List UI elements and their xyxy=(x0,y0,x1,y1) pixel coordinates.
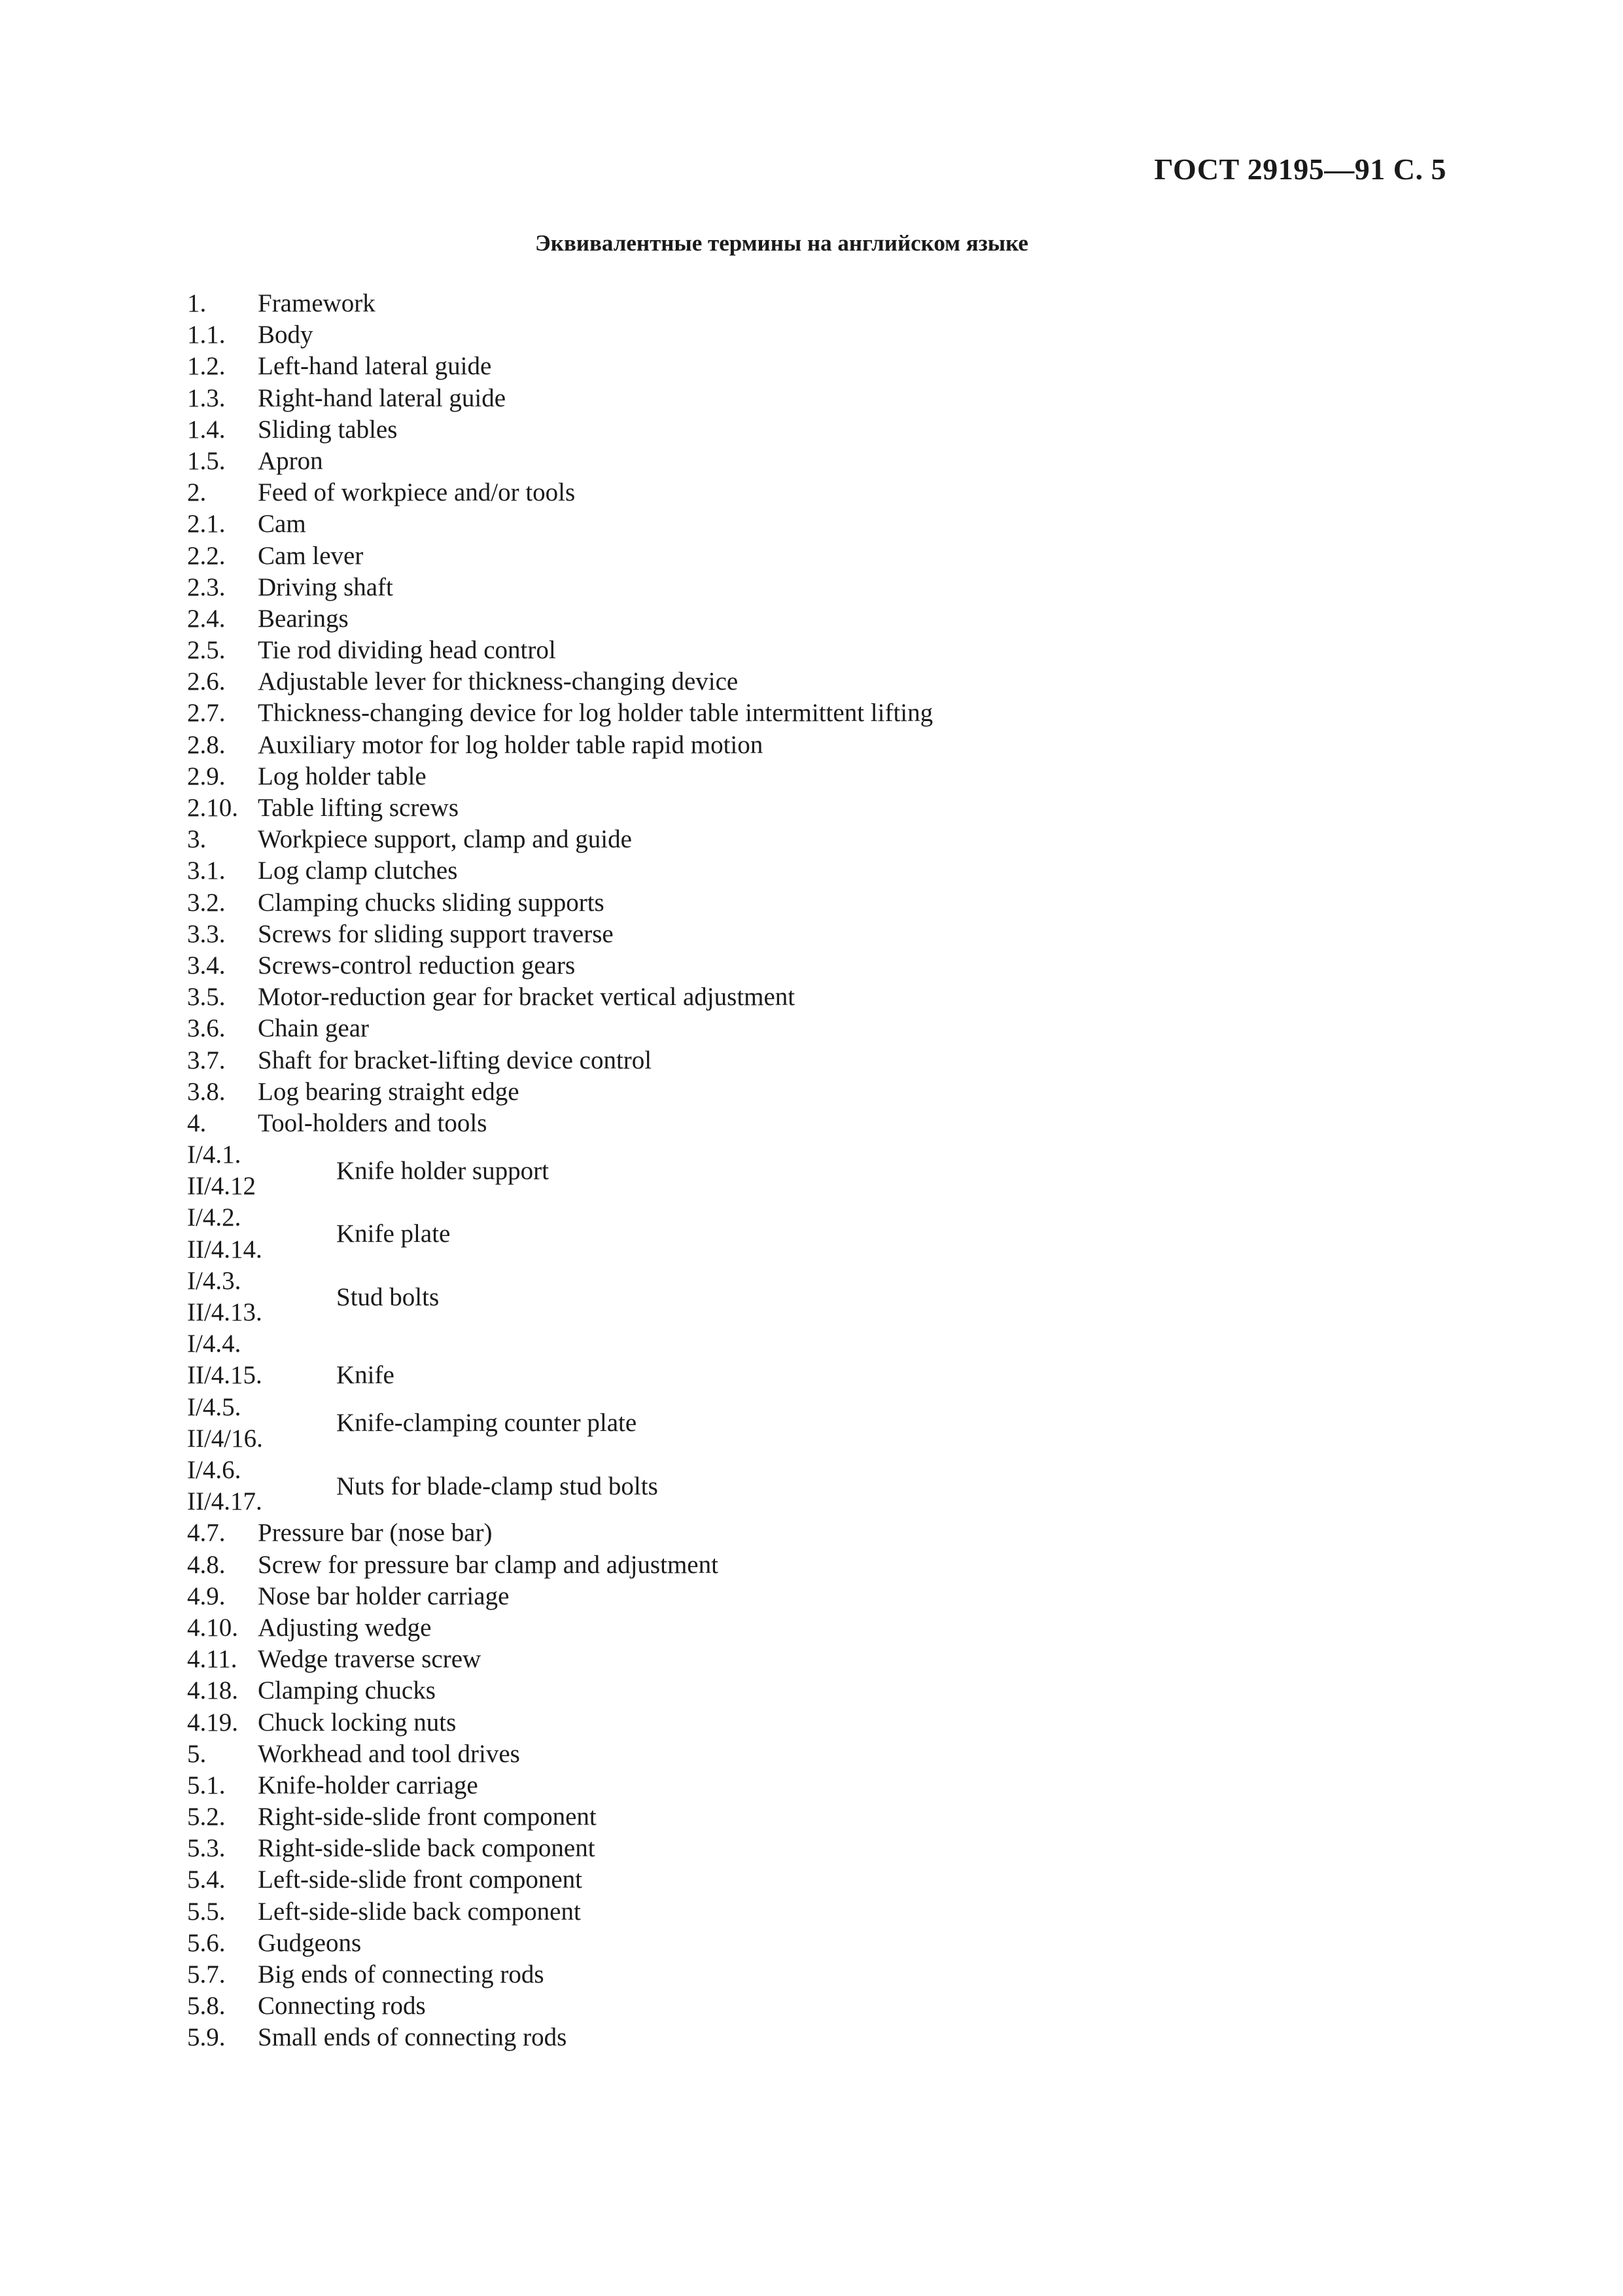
term-row-grouped xyxy=(187,1265,1430,1328)
term-text: Gudgeons xyxy=(258,1928,362,1957)
term-row xyxy=(187,1990,1430,2022)
term-text: Small ends of connecting rods xyxy=(258,2023,567,2052)
term-number: 1. xyxy=(187,289,207,317)
term-number-pair xyxy=(187,1139,336,1202)
term-text: Screw for pressure bar clamp and adjustment xyxy=(258,1550,718,1579)
term-row xyxy=(187,635,1430,666)
term-row xyxy=(187,761,1430,792)
term-row xyxy=(187,1864,1430,1896)
term-number: 5.3. xyxy=(187,1834,226,1863)
term-number: 5.8. xyxy=(187,1992,226,2021)
term-row-grouped xyxy=(187,1328,1430,1391)
term-text: Wedge traverse screw xyxy=(258,1645,481,1674)
term-row xyxy=(187,1675,1430,1706)
term-row xyxy=(187,730,1430,761)
term-number: 3.4. xyxy=(187,951,226,980)
term-number: 5.4. xyxy=(187,1865,226,1894)
term-number: 4.19. xyxy=(187,1708,238,1737)
term-number: 1.3. xyxy=(187,383,226,412)
term-text: Knife-clamping counter plate xyxy=(336,1409,637,1438)
term-list-part-a xyxy=(187,288,1430,1139)
term-number: 4.8. xyxy=(187,1550,226,1579)
term-number: 4.10. xyxy=(187,1613,238,1642)
term-number-part-1: I/4.5. xyxy=(187,1392,241,1421)
term-number: 2.8. xyxy=(187,730,226,759)
term-number: 3.6. xyxy=(187,1014,226,1043)
term-text: Clamping chucks xyxy=(258,1676,436,1705)
term-number-part-1: I/4.1. xyxy=(187,1140,241,1169)
term-row xyxy=(187,603,1430,635)
term-text: Right-hand lateral guide xyxy=(258,383,506,412)
term-number: 3.2. xyxy=(187,888,226,917)
term-row xyxy=(187,1581,1430,1612)
term-row xyxy=(187,824,1430,855)
term-number: 1.5. xyxy=(187,446,226,475)
term-number: 4.18. xyxy=(187,1676,238,1705)
term-number: 3. xyxy=(187,825,207,854)
term-number-pair xyxy=(187,1202,336,1265)
term-text: Cam lever xyxy=(258,541,364,570)
term-text: Thickness-changing device for log holder table intermittent lifting xyxy=(258,699,934,728)
term-number: 1.4. xyxy=(187,415,226,444)
term-row xyxy=(187,1959,1430,1990)
term-row xyxy=(187,477,1430,508)
term-text: Tie rod dividing head control xyxy=(258,636,556,665)
term-row xyxy=(187,446,1430,477)
term-number-pair xyxy=(187,1455,336,1517)
term-row xyxy=(187,2022,1430,2053)
term-row xyxy=(187,1013,1430,1044)
term-number-pair xyxy=(187,1265,336,1328)
term-row-grouped xyxy=(187,1139,1430,1202)
term-row xyxy=(187,1108,1430,1139)
term-number-part-2: II/4.12 xyxy=(187,1172,256,1201)
term-text: Sliding tables xyxy=(258,415,398,444)
term-number: 2.9. xyxy=(187,762,226,790)
term-row xyxy=(187,572,1430,603)
term-number: 3.1. xyxy=(187,857,226,885)
term-text: Chuck locking nuts xyxy=(258,1708,457,1737)
term-text: Auxiliary motor for log holder table rapid motion xyxy=(258,730,763,759)
term-text: Shaft for bracket-lifting device control xyxy=(258,1046,652,1074)
term-number: 3.5. xyxy=(187,983,226,1012)
term-row xyxy=(187,1707,1430,1739)
term-row xyxy=(187,950,1430,981)
term-number: 4.11. xyxy=(187,1645,237,1674)
term-row xyxy=(187,855,1430,887)
term-number-part-1: I/4.3. xyxy=(187,1266,241,1295)
term-text: Tool-holders and tools xyxy=(258,1108,487,1137)
term-row xyxy=(187,792,1430,824)
term-text: Bearings xyxy=(258,604,349,633)
term-number: 2.5. xyxy=(187,636,226,665)
term-number: 2.6. xyxy=(187,667,226,696)
term-text: Right-side-slide back component xyxy=(258,1834,595,1863)
term-list-part-b xyxy=(187,1517,1430,2053)
term-list-grouped xyxy=(187,1139,1430,1517)
term-number: 1.2. xyxy=(187,352,226,381)
term-row-grouped xyxy=(187,1202,1430,1265)
term-number: 2.4. xyxy=(187,604,226,633)
term-row xyxy=(187,1739,1430,1770)
term-text: Connecting rods xyxy=(258,1992,426,2021)
term-text: Apron xyxy=(258,446,323,475)
page-header: ГОСТ 29195—91 С. 5 xyxy=(1154,152,1446,186)
term-text: Adjusting wedge xyxy=(258,1613,432,1642)
term-text: Left-hand lateral guide xyxy=(258,352,492,381)
term-row xyxy=(187,1770,1430,1801)
term-text: Right-side-slide front component xyxy=(258,1803,597,1831)
term-text: Chain gear xyxy=(258,1014,370,1043)
term-number: 5.9. xyxy=(187,2023,226,2052)
term-row xyxy=(187,1896,1430,1928)
term-row xyxy=(187,540,1430,572)
term-row-grouped xyxy=(187,1455,1430,1517)
term-text: Cam xyxy=(258,510,306,539)
term-row xyxy=(187,1612,1430,1644)
term-text: Adjustable lever for thickness-changing device xyxy=(258,667,739,696)
term-number: 2.2. xyxy=(187,541,226,570)
term-number-part-2: II/4.13. xyxy=(187,1298,262,1327)
term-text: Workpiece support, clamp and guide xyxy=(258,825,632,854)
term-number-part-2: II/4/16. xyxy=(187,1424,263,1453)
term-number: 4. xyxy=(187,1108,207,1137)
term-text: Left-side-slide back component xyxy=(258,1897,581,1926)
term-number: 3.7. xyxy=(187,1046,226,1074)
term-number: 5.6. xyxy=(187,1928,226,1957)
term-number: 2.10. xyxy=(187,794,238,822)
term-row xyxy=(187,414,1430,446)
term-row xyxy=(187,698,1430,729)
term-text: Knife xyxy=(336,1361,394,1390)
term-number: 4.7. xyxy=(187,1519,226,1547)
term-row xyxy=(187,1076,1430,1108)
term-text: Nuts for blade-clamp stud bolts xyxy=(336,1472,658,1500)
term-text: Log clamp clutches xyxy=(258,857,458,885)
term-number-part-2: II/4.15. xyxy=(187,1361,262,1390)
term-number-pair xyxy=(187,1328,336,1391)
term-number: 5.2. xyxy=(187,1803,226,1831)
term-number: 5.1. xyxy=(187,1771,226,1799)
term-text: Knife holder support xyxy=(336,1156,549,1185)
term-text: Feed of workpiece and/or tools xyxy=(258,478,576,507)
term-text: Body xyxy=(258,321,313,349)
term-number-part-1: I/4.4. xyxy=(187,1330,241,1358)
term-number: 2.7. xyxy=(187,699,226,728)
term-number-pair xyxy=(187,1392,336,1455)
term-text: Knife-holder carriage xyxy=(258,1771,478,1799)
term-text: Table lifting screws xyxy=(258,794,459,822)
term-row xyxy=(187,508,1430,540)
term-row xyxy=(187,383,1430,414)
section-title: Эквивалентные термины на английском языке xyxy=(535,230,1028,256)
term-number: 2. xyxy=(187,478,207,507)
term-number-part-2: II/4.17. xyxy=(187,1487,262,1516)
term-row xyxy=(187,666,1430,698)
term-number: 2.1. xyxy=(187,510,226,539)
term-number-part-1: I/4.2. xyxy=(187,1203,241,1232)
term-number: 4.9. xyxy=(187,1581,226,1610)
term-row xyxy=(187,919,1430,950)
term-number-part-2: II/4.14. xyxy=(187,1235,262,1263)
term-row xyxy=(187,1928,1430,1959)
term-number: 5.7. xyxy=(187,1960,226,1989)
term-row xyxy=(187,351,1430,382)
term-row xyxy=(187,319,1430,351)
term-number: 3.3. xyxy=(187,919,226,948)
term-number: 2.3. xyxy=(187,573,226,601)
term-row xyxy=(187,1549,1430,1581)
term-row xyxy=(187,1045,1430,1076)
term-row xyxy=(187,1801,1430,1833)
term-number: 1.1. xyxy=(187,321,226,349)
term-number: 3.8. xyxy=(187,1077,226,1106)
term-row xyxy=(187,1644,1430,1675)
term-text: Stud bolts xyxy=(336,1282,440,1311)
term-number: 5.5. xyxy=(187,1897,226,1926)
term-text: Pressure bar (nose bar) xyxy=(258,1519,493,1547)
term-text: Screws-control reduction gears xyxy=(258,951,576,980)
term-text: Driving shaft xyxy=(258,573,393,601)
term-text: Log holder table xyxy=(258,762,427,790)
term-row xyxy=(187,1517,1430,1549)
term-row-grouped xyxy=(187,1392,1430,1455)
term-text: Big ends of connecting rods xyxy=(258,1960,544,1989)
term-row xyxy=(187,887,1430,919)
term-text: Log bearing straight edge xyxy=(258,1077,519,1106)
term-row xyxy=(187,981,1430,1013)
term-row xyxy=(187,288,1430,319)
term-text: Knife plate xyxy=(336,1220,451,1248)
term-text: Framework xyxy=(258,289,375,317)
term-text: Clamping chucks sliding supports xyxy=(258,888,604,917)
term-text: Workhead and tool drives xyxy=(258,1739,520,1768)
term-text: Screws for sliding support traverse xyxy=(258,919,614,948)
term-number: 5. xyxy=(187,1739,207,1768)
term-number-part-1: I/4.6. xyxy=(187,1456,241,1485)
term-text: Motor-reduction gear for bracket vertical adjustment xyxy=(258,983,795,1012)
term-row xyxy=(187,1833,1430,1864)
term-text: Left-side-slide front component xyxy=(258,1865,583,1894)
term-text: Nose bar holder carriage xyxy=(258,1581,510,1610)
term-list xyxy=(187,288,1430,2054)
